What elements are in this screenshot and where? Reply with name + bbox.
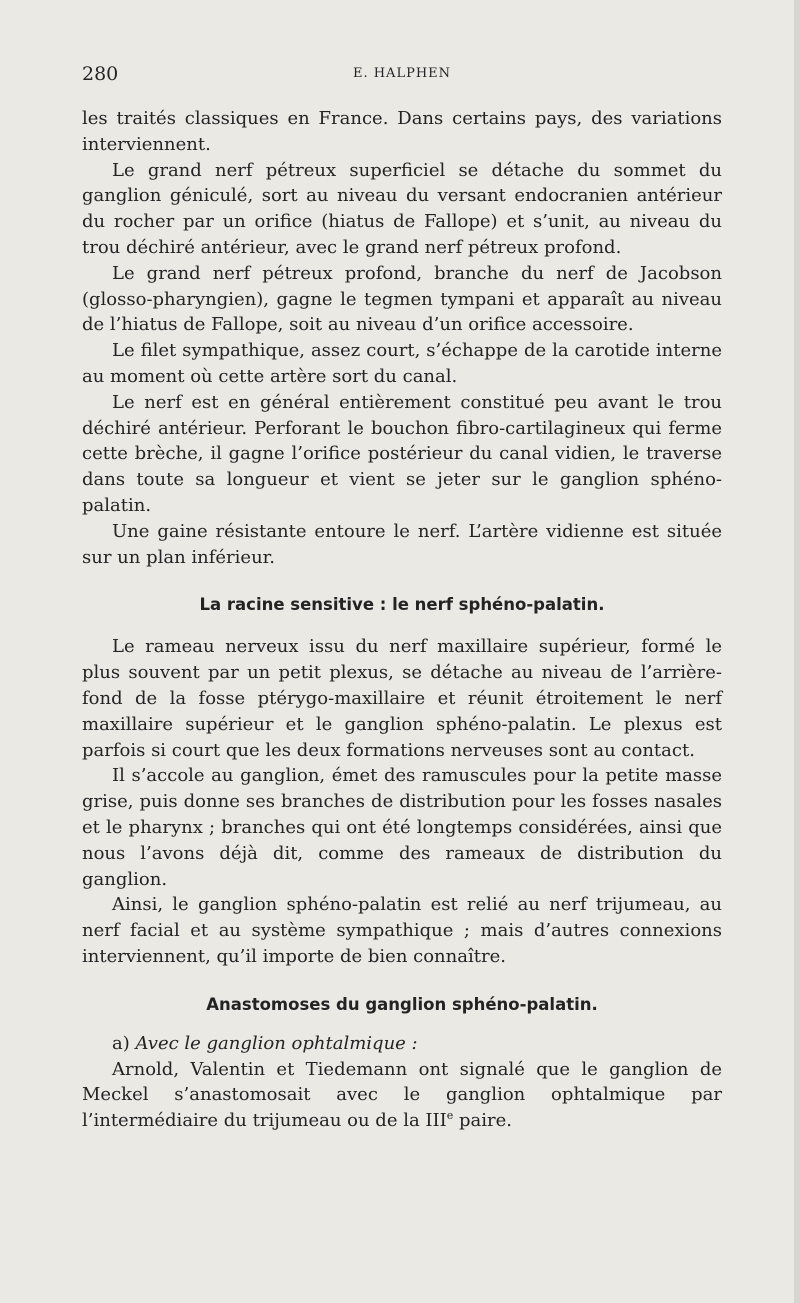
subsection-title: Avec le ganglion ophtalmique : bbox=[135, 1032, 418, 1054]
subsection-heading bbox=[82, 1031, 722, 1057]
paragraph-text-end: paire. bbox=[453, 1110, 512, 1132]
body-text bbox=[82, 106, 722, 1134]
subsection-letter: a) bbox=[112, 1032, 130, 1054]
section-heading: La racine sensitive : le nerf sphéno-palatin. bbox=[199, 595, 605, 615]
paragraph: les traités classiques en France. Dans certains pays, des variations interviennent. bbox=[82, 108, 722, 155]
paragraph bbox=[82, 1057, 722, 1134]
superscript: e bbox=[446, 1109, 454, 1123]
paragraph: Une gaine résistante entoure le nerf. L’artère vidienne est située sur un plan inférieur. bbox=[82, 520, 722, 568]
paragraph: Le grand nerf pétreux superficiel se détache du sommet du ganglion géniculé, sort au niveau du versant endocranien antérieur du rocher par un orifice (hiatus de Fallope) et s’unit, au niveau du trou déchiré antérieur, avec le grand nerf pétreux profond. bbox=[82, 159, 722, 258]
paragraph: Le filet sympathique, assez court, s’échappe de la carotide interne au moment où cette artère sort du canal. bbox=[82, 340, 722, 387]
paragraph: Le grand nerf pétreux profond, branche du nerf de Jacobson (glosso-pharyngien), gagne le tegmen tympani et apparaît au niveau de l’hiatus de Fallope, soit au niveau d’un orifice accessoire. bbox=[82, 262, 722, 336]
page-edge-shadow bbox=[794, 0, 800, 1303]
page-header bbox=[82, 62, 722, 86]
running-head: E. HALPHEN bbox=[352, 66, 452, 81]
paragraph: Il s’accole au ganglion, émet des ramuscules pour la petite masse grise, puis donne ses branches de distribution pour les fosses nasales et le pharynx ; branches qui ont été longtemps considérées, ainsi que nous l’avons déjà dit, comme des rameaux de distribution du ganglion. bbox=[82, 765, 722, 890]
paragraph-text: Arnold, Valentin et Tiedemann ont signalé que le ganglion de Meckel s’anastomosait avec le ganglion ophtalmique par l’intermédiaire du trijumeau ou de la III bbox=[82, 1058, 722, 1132]
page-number: 280 bbox=[82, 63, 119, 85]
paragraph: Ainsi, le ganglion sphéno-palatin est relié au nerf trijumeau, au nerf facial et au système sympathique ; mais d’autres connexions interviennent, qu’il importe de bien connaître. bbox=[82, 894, 722, 967]
paragraph: Le nerf est en général entièrement constitué peu avant le trou déchiré antérieur. Perforant le bouchon fibro-cartilagineux qui ferme cette brèche, il gagne l’orifice postérieur du canal vidien, le traverse dans toute sa longueur et vient se jeter sur le ganglion sphéno-palatin. bbox=[82, 391, 722, 516]
section-heading: Anastomoses du ganglion sphéno-palatin. bbox=[206, 994, 598, 1014]
paragraph: Le rameau nerveux issu du nerf maxillaire supérieur, formé le plus souvent par un petit plexus, se détache au niveau de l’arrière-fond de la fosse ptérygo-maxillaire et réunit étroitement le nerf maxillaire supérieur et le ganglion sphéno-palatin. Le plexus est parfois si court que les deux formations nerveuses sont au contact. bbox=[82, 636, 722, 761]
